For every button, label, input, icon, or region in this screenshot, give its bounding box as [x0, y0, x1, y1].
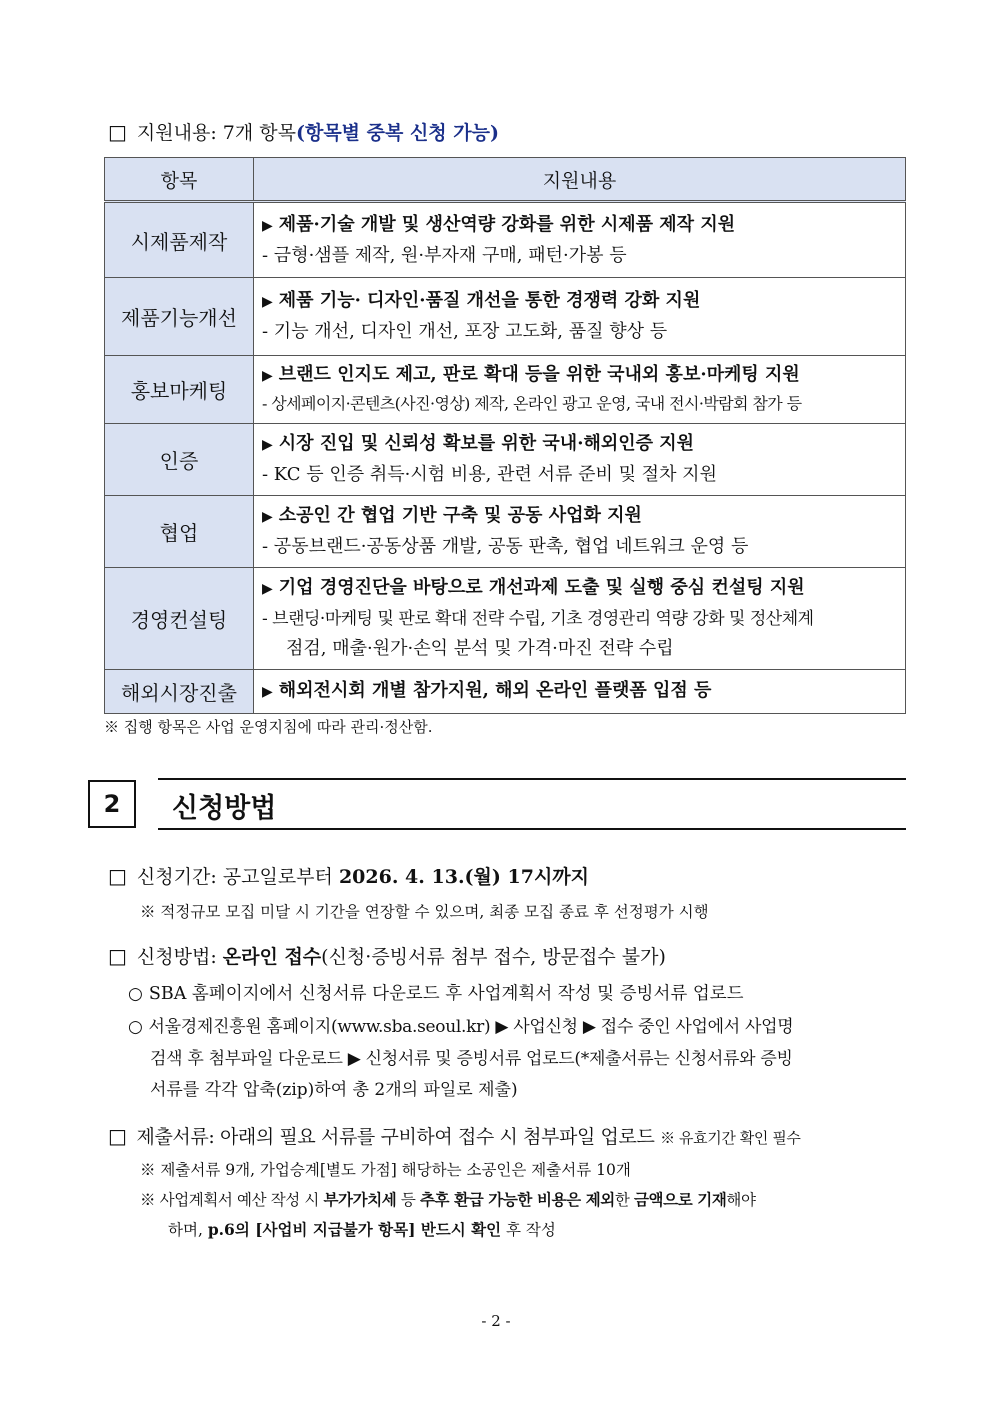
table-row [105, 496, 906, 568]
docs-note-1: ※ 제출서류 9개, 가업승계[별도 가점] 해당하는 소공인은 제출서류 10개 [140, 1161, 631, 1179]
row-main: 제품·기술 개발 및 생산역량 강화를 위한 시제품 제작 지원 [278, 213, 736, 235]
table-row [105, 202, 906, 278]
docs-line [108, 1122, 801, 1149]
row-main: 시장 진입 및 신뢰성 확보를 위한 국내·해외인증 지원 [278, 433, 695, 454]
row-category: 해외시장진출 [105, 670, 254, 714]
row-sub: - 공동브랜드·공동상품 개발, 공동 판촉, 협업 네트워크 운영 등 [262, 536, 749, 557]
support-table [104, 157, 906, 714]
docs-note-2-f: 금액으로 기재 [633, 1190, 727, 1209]
table-row [105, 278, 906, 356]
checkbox-square-icon: □ [108, 864, 127, 888]
row-sub: - 금형·샘플 제작, 원·부자재 구매, 패턴·가봉 등 [262, 244, 627, 266]
row-sub: - 상세페이지·콘텐츠(사진·영상) 제작, 온라인 광고 운영, 국내 전시·박람회 참가 등 [262, 394, 802, 413]
row-sub: - 기능 개선, 디자인 개선, 포장 고도화, 품질 향상 등 [262, 321, 668, 342]
row-category: 협업 [105, 496, 254, 568]
method-rest: (신청·증빙서류 첨부 접수, 방문접수 불가) [321, 946, 666, 968]
triangle-bullet-icon: ▶ [262, 217, 273, 234]
row-sub-continued: 점검, 매출·원가·손익 분석 및 가격·마진 전략 수립 [286, 638, 674, 659]
circle-bullet-icon: ○ [128, 984, 143, 1004]
table-row [105, 424, 906, 496]
docs-note-3-c: 후 작성 [501, 1221, 556, 1239]
support-note: ※ 집행 항목은 사업 운영지침에 따라 관리·정산함. [104, 718, 433, 736]
triangle-bullet-icon: ▶ [262, 684, 273, 700]
method-line [108, 942, 666, 969]
row-main: 해외전시회 개별 참가지원, 해외 온라인 플랫폼 입점 등 [278, 680, 712, 701]
docs-label-note: ※ 유효기간 확인 필수 [660, 1129, 801, 1147]
docs-note-2-b: 부가가치세 [323, 1190, 397, 1209]
method-bold: 온라인 접수 [222, 946, 322, 968]
method-item-1 [128, 980, 744, 1005]
support-heading [108, 118, 499, 145]
row-sub: - KC 등 인증 취득·시험 비용, 관련 서류 준비 및 절차 지원 [262, 464, 717, 485]
docs-note-3-b: p.6의 [사업비 지급불가 항목] 반드시 확인 [207, 1220, 502, 1239]
row-category: 경영컨설팅 [105, 568, 254, 670]
method-item-2-line2: 검색 후 첨부파일 다운로드 ▶ 신청서류 및 증빙서류 업로드(*제출서류는 신청서류와 증빙 [150, 1049, 793, 1069]
support-heading-text: 지원내용: 7개 항목 [136, 122, 296, 144]
docs-note-2-e: 한 [614, 1191, 634, 1209]
triangle-bullet-icon: ▶ [262, 368, 273, 384]
table-row [105, 568, 906, 670]
method-item-1-text: SBA 홈페이지에서 신청서류 다운로드 후 사업계획서 작성 및 증빙서류 업로드 [148, 984, 744, 1004]
page-number: - 2 - [481, 1312, 511, 1330]
row-main: 소공인 간 협업 기반 구축 및 공동 사업화 지원 [278, 505, 642, 526]
section-title: 신청방법 [172, 793, 277, 824]
checkbox-square-icon: □ [108, 120, 127, 144]
row-category: 인증 [105, 424, 254, 496]
period-line [108, 862, 589, 889]
support-heading-highlight: (항목별 중복 신청 가능) [295, 122, 499, 144]
docs-note-2-d: 추후 환급 가능한 비용은 제외 [419, 1190, 615, 1209]
docs-note-2-g: 해야 [726, 1191, 756, 1209]
table-row [105, 670, 906, 714]
row-main: 제품 기능· 디자인·품질 개선을 통한 경쟁력 강화 지원 [278, 290, 701, 311]
method-item-2-line1: 서울경제진흥원 홈페이지(www.sba.seoul.kr) ▶ 사업신청 ▶ 접수 중인 사업에서 사업명 [148, 1017, 794, 1037]
col-header-content: 지원내용 [254, 158, 906, 202]
method-label: 신청방법: [136, 946, 223, 968]
docs-note-2-a: ※ 사업계획서 예산 작성 시 [140, 1191, 324, 1209]
method-item-2-line3: 서류를 각각 압축(zip)하여 총 2개의 파일로 제출) [150, 1080, 518, 1100]
table-row [105, 356, 906, 424]
col-header-item: 항목 [105, 158, 254, 202]
period-note: ※ 적정규모 모집 미달 시 기간을 연장할 수 있으며, 최종 모집 종료 후 선정평가 시행 [140, 903, 709, 921]
circle-bullet-icon: ○ [128, 1017, 143, 1037]
triangle-bullet-icon: ▶ [262, 294, 273, 310]
docs-label: 제출서류: 아래의 필요 서류를 구비하여 접수 시 첨부파일 업로드 [136, 1126, 655, 1148]
row-category: 시제품제작 [105, 202, 254, 278]
docs-note-2 [140, 1188, 756, 1210]
period-label: 신청기간: 공고일로부터 [136, 866, 339, 888]
row-category: 홍보마케팅 [105, 356, 254, 424]
checkbox-square-icon: □ [108, 1124, 127, 1148]
checkbox-square-icon: □ [108, 944, 127, 968]
triangle-bullet-icon: ▶ [262, 581, 273, 597]
triangle-bullet-icon: ▶ [262, 509, 273, 525]
method-item-2 [128, 1012, 793, 1037]
row-main: 기업 경영진단을 바탕으로 개선과제 도출 및 실행 중심 컨설팅 지원 [278, 577, 805, 598]
row-sub: - 브랜딩·마케팅 및 판로 확대 전략 수립, 기초 경영관리 역량 강화 및 정산체계 [262, 609, 814, 629]
docs-note-2-c: 등 [396, 1191, 420, 1209]
row-main: 브랜드 인지도 제고, 판로 확대 등을 위한 국내외 홍보·마케팅 지원 [278, 364, 800, 385]
docs-note-3-a: 하며, [168, 1221, 208, 1239]
period-date: 2026. 4. 13.(월) 17시까지 [338, 866, 590, 888]
triangle-bullet-icon: ▶ [262, 437, 273, 453]
row-category: 제품기능개선 [105, 278, 254, 356]
section-number: 2 [88, 780, 136, 828]
docs-note-3 [168, 1218, 556, 1240]
